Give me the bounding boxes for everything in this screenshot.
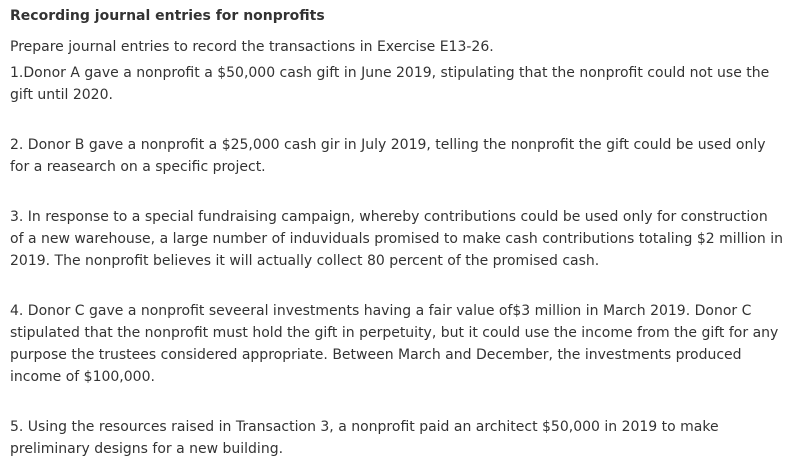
transaction-1: 1.Donor A gave a nonprofit a $50,000 cash gift in June 2019, stipulating that the nonprofit could not use the gift until 2020. — [10, 65, 770, 103]
question-intro: Prepare journal entries to record the transactions in Exercise E13-26. — [10, 39, 494, 55]
transaction-4: 4. Donor C gave a nonprofit seveeral investments having a fair value of$3 million in March 2019. Donor C stipulated that the nonprofit must hold the gift in perpetuity, but it could use the income from the gift for any purpose the trustees considered appropriate. Between March and December, the investments produced income of $100,000. — [10, 303, 779, 385]
transaction-2: 2. Donor B gave a nonprofit a $25,000 cash gir in July 2019, telling the nonprofit the gift could be used only for a reasearch on a specific project. — [10, 137, 766, 175]
question-title: Recording journal entries for nonprofits — [10, 8, 325, 24]
transaction-3: 3. In response to a special fundraising campaign, whereby contributions could be used only for construction of a new warehouse, a large number of induviduals promised to make cash contributions totaling $2 million in 2019. The nonprofit believes it will actually collect 80 percent of the promised cash. — [10, 209, 784, 269]
transaction-5: 5. Using the resources raised in Transaction 3, a nonprofit paid an architect $50,000 in 2019 to make preliminary designs for a new building. — [10, 419, 719, 457]
